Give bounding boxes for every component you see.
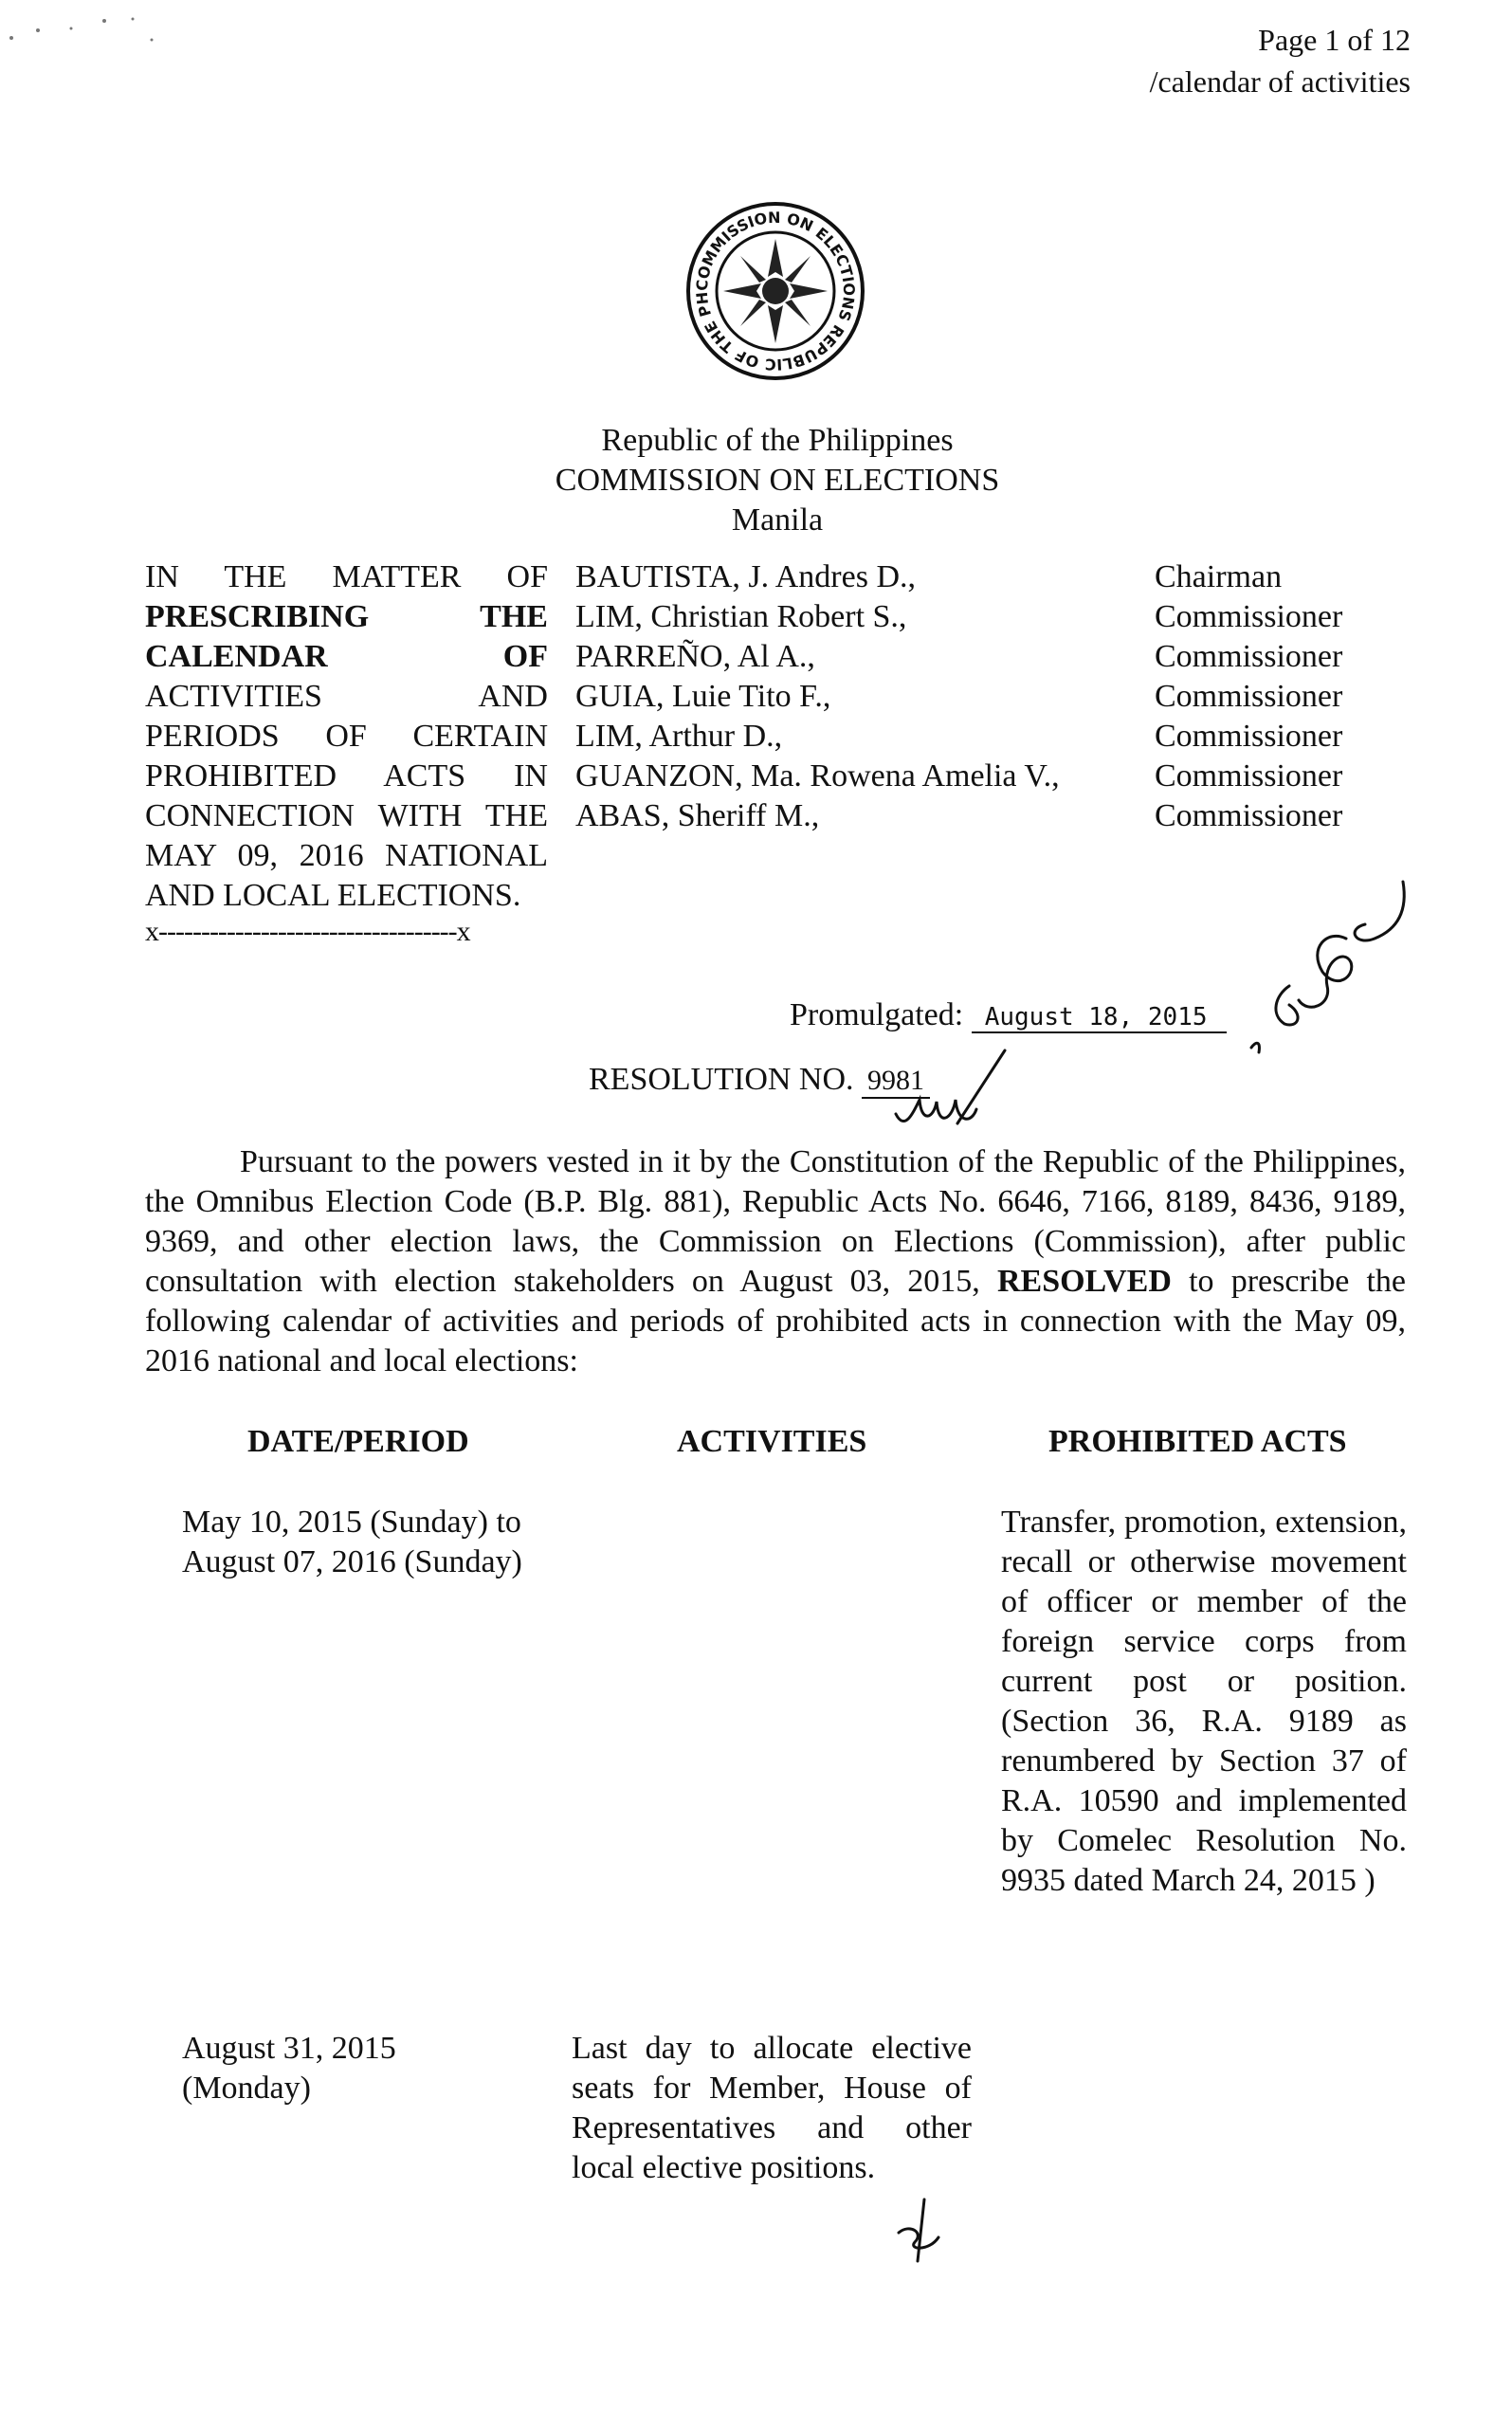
commissioner-title: Commissioner — [1155, 798, 1343, 833]
row-date: May 10, 2015 (Sunday) to August 07, 2016 (Sunday) — [182, 1505, 522, 1579]
row-date: August 31, 2015 (Monday) — [182, 2031, 396, 2106]
case-title-line: CALENDAR OF — [145, 639, 548, 674]
agency-city: Manila — [731, 502, 824, 538]
commissioner-title: Commissioner — [1155, 639, 1343, 674]
commissioner-name: PARREÑO, Al A., — [575, 639, 815, 674]
commissioner-title: Commissioner — [1155, 719, 1343, 754]
commissioner-name: LIM, Arthur D., — [575, 719, 783, 754]
commissioner-name: ABAS, Sheriff M., — [575, 798, 820, 833]
commissioner-title: Chairman — [1155, 559, 1283, 594]
commissioner-titles — [1155, 557, 1342, 836]
comelec-seal-icon — [685, 201, 865, 381]
commissioner-names — [575, 557, 1060, 836]
case-title-line: MAY 09, 2016 NATIONAL — [145, 838, 548, 873]
row-prohibited: Transfer, promotion, extension, recall or otherwise movement of officer or member of the foreign service corps from current post or position.(Section 36, R.A. 9189 as renumbered by Section 37 of R.A. 10590 and implemented by Comelec Resolution No. 9935 dated March 24, 2015 ) — [1001, 1505, 1407, 1898]
case-title-line: PRESCRIBING THE — [145, 599, 548, 634]
signature-mark — [1232, 872, 1422, 1081]
intro-text-end: to prescribe the following calendar of activities and periods of prohibited acts in connection with the May 09, 2016 national and local elections: — [145, 1264, 1407, 1378]
case-title — [145, 557, 548, 916]
scan-artifacts — [0, 0, 190, 57]
intro-paragraph — [145, 1142, 1406, 1381]
row-activity: Last day to allocate elective seats for Member, House of Representatives and other local elective positions. — [572, 2031, 972, 2185]
initial-mark — [891, 2195, 948, 2266]
case-title-line: AND LOCAL ELECTIONS. — [145, 878, 521, 913]
case-title-line: ACTIVITIES AND — [145, 679, 548, 714]
agency-republic: Republic of the Philippines — [601, 423, 954, 458]
case-title-line: PROHIBITED ACTS IN — [145, 758, 548, 794]
case-title-line: IN THE MATTER OF — [145, 559, 548, 594]
column-header-prohibited: PROHIBITED ACTS — [1048, 1424, 1347, 1459]
column-header-activities: ACTIVITIES — [677, 1424, 867, 1459]
column-header-date: DATE/PERIOD — [247, 1424, 469, 1459]
promulgated — [790, 997, 1227, 1033]
document-reference: /calendar of activities — [1149, 64, 1411, 99]
commissioner-title: Commissioner — [1155, 599, 1343, 634]
case-title-line: PERIODS OF CERTAIN — [145, 719, 548, 754]
resolution-label: RESOLUTION NO. — [589, 1062, 854, 1097]
commissioner-title: Commissioner — [1155, 758, 1343, 794]
promulgated-label: Promulgated: — [790, 997, 964, 1032]
commissioner-name: GUANZON, Ma. Rowena Amelia V., — [575, 758, 1060, 794]
commissioner-title: Commissioner — [1155, 679, 1343, 714]
case-title-line: CONNECTION WITH THE — [145, 798, 548, 833]
commissioner-name: GUIA, Luie Tito F., — [575, 679, 831, 714]
resolution-value: 9981 — [862, 1065, 930, 1099]
case-separator: x-----------------------------------x — [145, 916, 470, 947]
intro-resolved: RESOLVED — [996, 1264, 1172, 1299]
seal-text: COMMISSION ON ELECTIONS REPUBLIC OF THE PH — [692, 208, 859, 374]
page-number: Page 1 of 12 — [1258, 23, 1411, 57]
intro-text: Pursuant to the powers vested in it by the Constitution of the Republic of the Philippines, the Omnibus Election Code (B.P. Blg. 881), Republic Acts No. 6646, 7166, 8189, 8436, 9189, 9369, and other election laws, the Commission on Elections (Commission), after public consultation with election stakeholders on August 03, 2015, — [145, 1144, 1406, 1299]
agency-name: COMMISSION ON ELECTIONS — [555, 463, 1000, 498]
commissioner-name: BAUTISTA, J. Andres D., — [575, 559, 916, 594]
promulgated-date: August 18, 2015 — [972, 1003, 1227, 1033]
initials-mark — [882, 1043, 1033, 1138]
resolution-number — [589, 1062, 930, 1099]
commissioner-name: LIM, Christian Robert S., — [575, 599, 907, 634]
